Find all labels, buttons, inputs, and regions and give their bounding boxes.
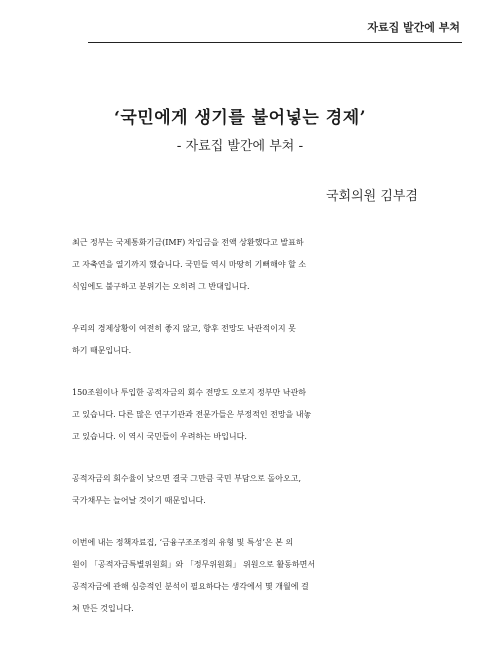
- paragraph-line: 쳐 만든 것입니다.: [72, 604, 134, 613]
- paragraph-line: 우리의 경제상황이 여전히 좋지 않고, 향후 전망도 낙관적이지 못: [72, 324, 296, 333]
- page-header: [0, 0, 480, 46]
- document-title: ‘국민에게 생기를 불어넣는 경제’: [113, 108, 367, 128]
- paragraph-line: 고 있습니다. 다른 많은 연구기관과 전문가들은 부정적인 전망을 내놓: [72, 410, 312, 419]
- paragraph-2: [60, 318, 420, 362]
- paragraph-3: [60, 382, 420, 448]
- paragraph-line: 최근 정부는 국제통화기금(IMF) 차입금을 전액 상환했다고 발표하: [72, 238, 304, 247]
- paragraph-line: 국가채무는 늘어날 것이기 때문입니다.: [72, 496, 206, 505]
- paragraph-line: 이번에 내는 정책자료집, ‘금융구조조정의 유형 및 특성’은 본 의: [72, 538, 294, 547]
- document-subtitle: - 자료집 발간에 부쳐 -: [176, 139, 304, 154]
- running-header-text: 자료집 발간에 부쳐: [367, 21, 460, 34]
- header-rule: [88, 42, 462, 43]
- paragraph-line: 하기 때문입니다.: [72, 346, 132, 355]
- paragraph-1: [60, 232, 420, 298]
- paragraph-line: 150조원이나 투입한 공적자금의 회수 전망도 오로지 정부만 낙관하: [72, 388, 306, 397]
- paragraph-line: 고 자축연을 열기까지 했습니다. 국민들 역시 마땅히 기뻐해야 할 소: [72, 260, 307, 269]
- author-line: 국회의원 김부겸: [325, 189, 418, 204]
- paragraph-5: [60, 532, 420, 620]
- paragraph-line: 식임에도 불구하고 분위기는 오히려 그 반대입니다.: [72, 282, 250, 291]
- paragraph-line: 원이 「공적자금특별위원회」와 「정무위원회」 위원으로 활동하면서: [72, 560, 316, 569]
- paragraph-4: [60, 468, 420, 512]
- document-body: [60, 232, 420, 640]
- paragraph-line: 고 있습니다. 이 역시 국민들이 우려하는 바입니다.: [72, 432, 247, 441]
- paragraph-line: 공적자금의 회수율이 낮으면 결국 그만큼 국민 부담으로 돌아오고,: [72, 474, 301, 483]
- paragraph-line: 공적자금에 관해 심층적인 분석이 필요하다는 생각에서 몇 개월에 걸: [72, 582, 309, 591]
